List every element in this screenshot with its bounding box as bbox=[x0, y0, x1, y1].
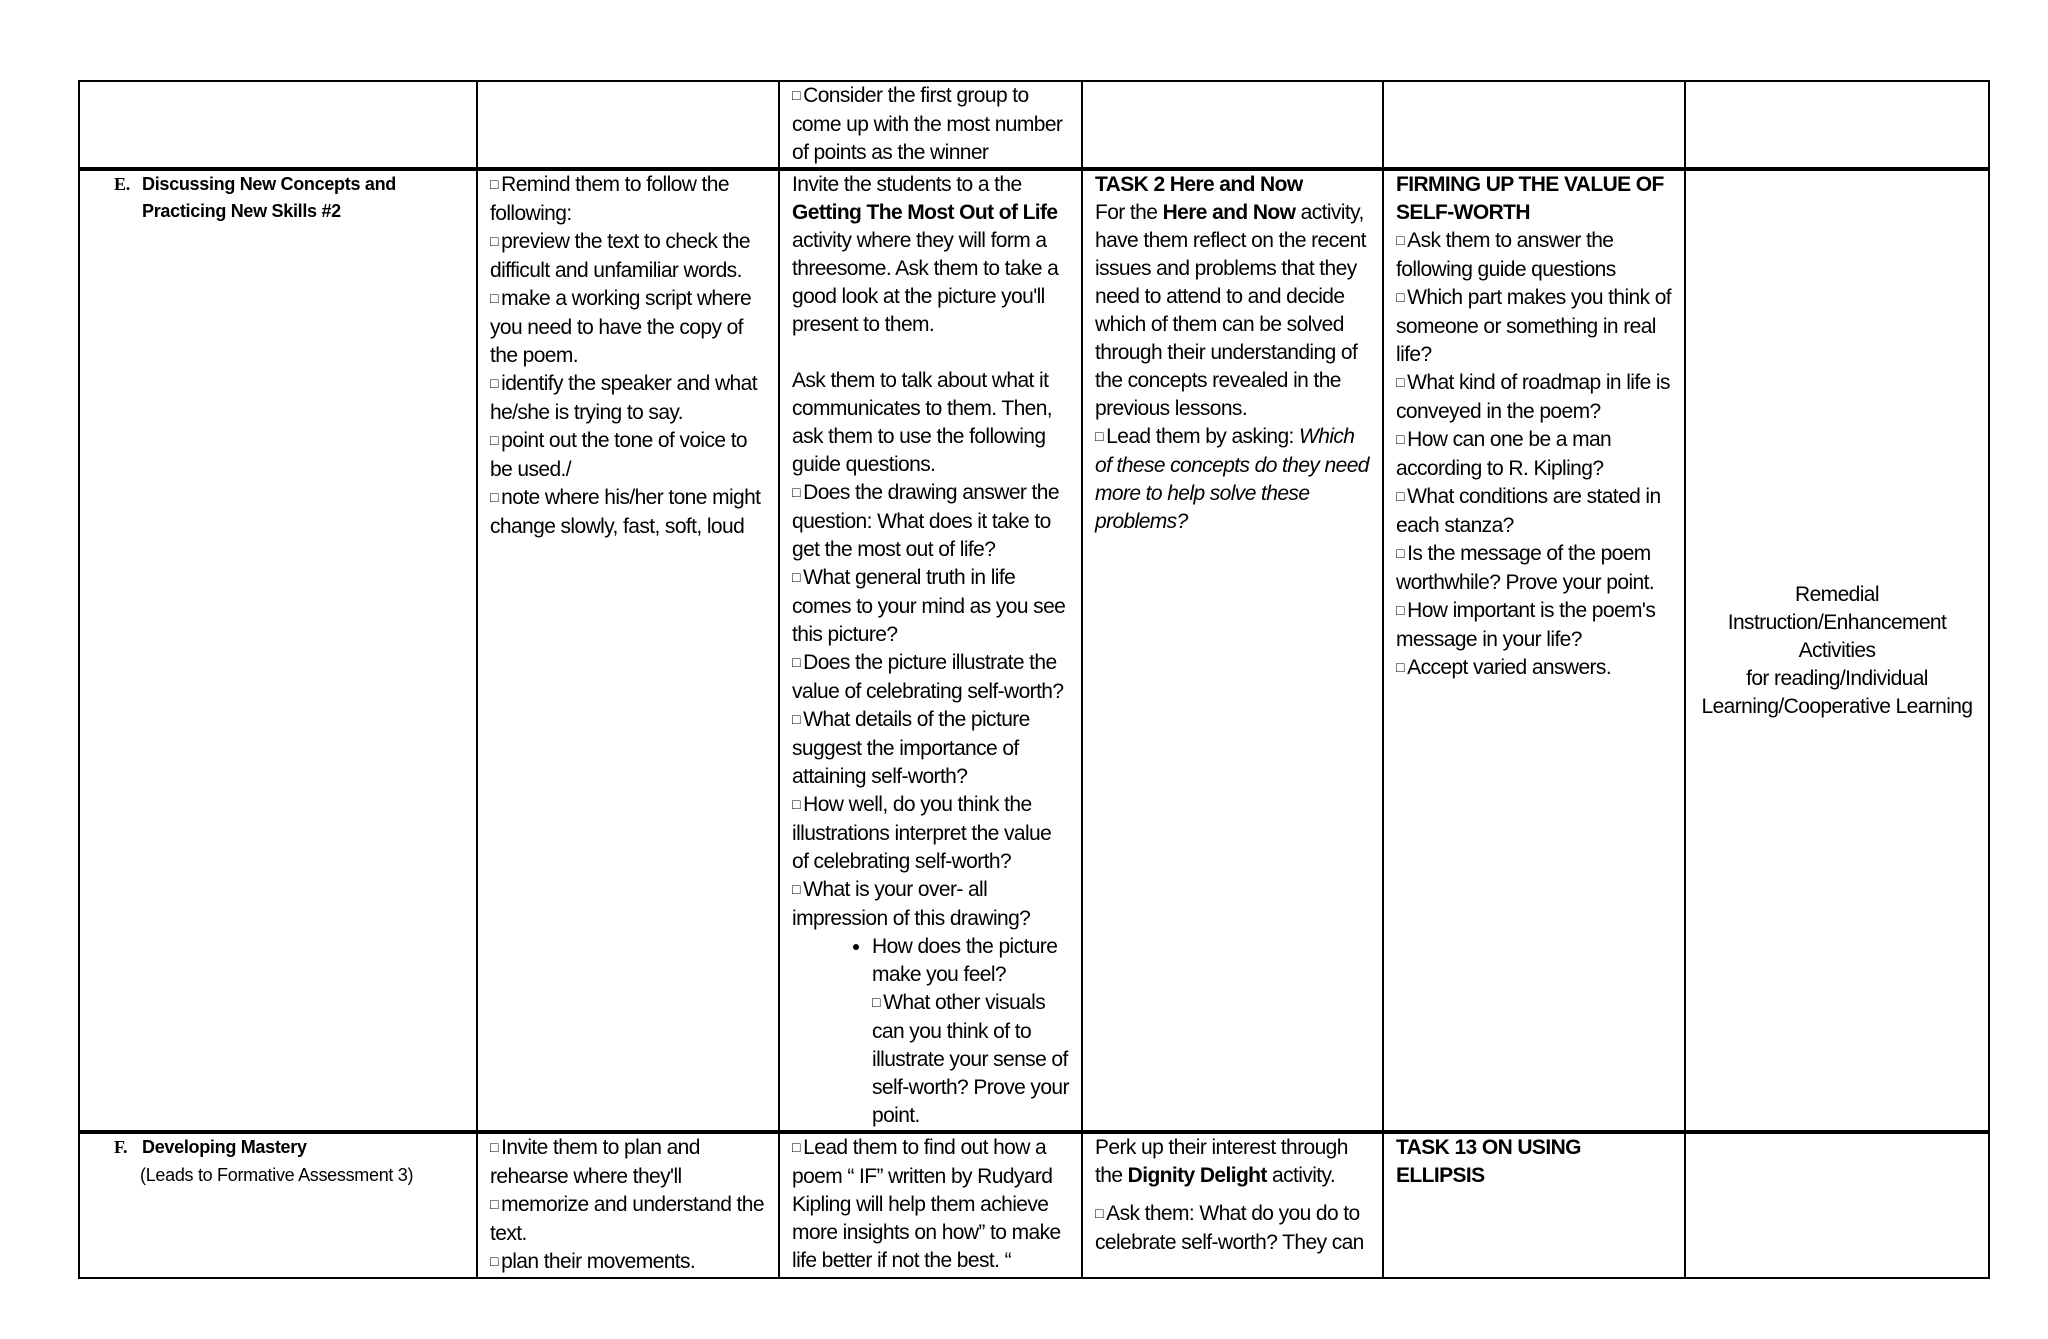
cell-col4 bbox=[1082, 81, 1383, 169]
list-item bbox=[872, 933, 1069, 1130]
cell-col5 bbox=[1383, 81, 1685, 169]
list-item: □ Remind them to follow the following: bbox=[490, 171, 766, 228]
cell-col6 bbox=[1685, 81, 1989, 169]
lead-question: Which of these concepts do they need more to help solve these problems? bbox=[1095, 425, 1369, 533]
list-item: □ Which part makes you think of someone or something in real life? bbox=[1396, 284, 1672, 369]
cell-col2 bbox=[477, 81, 779, 169]
list-item: □ Does the picture illustrate the value of celebrating self-worth? bbox=[792, 649, 1069, 706]
list-item: □ Is the message of the poem worthwhile? Prove your point. bbox=[1396, 540, 1672, 597]
table-row bbox=[79, 81, 1989, 169]
cell-label bbox=[79, 81, 477, 169]
activity-name: Here and Now bbox=[1162, 201, 1296, 224]
cell-col6 bbox=[1685, 1132, 1989, 1278]
list-item: □ How important is the poem's message in your life? bbox=[1396, 597, 1672, 654]
para-text-tail: activity, have them reflect on the recent issues and problems that they need to attend to and decide which of them can be solved through their understanding of the concepts revealed in the previous lessons. bbox=[1095, 201, 1366, 420]
list-item: □ Ask them: What do you do to celebrate self-worth? They can bbox=[1095, 1200, 1370, 1257]
cell-col2 bbox=[477, 1132, 779, 1278]
remedial-line: Remedial bbox=[1795, 582, 1879, 606]
para-text: For the bbox=[1095, 201, 1163, 224]
dot-list bbox=[792, 933, 1069, 1130]
list-item: □ point out the tone of voice to be used./ bbox=[490, 427, 766, 484]
cell-col3 bbox=[779, 1132, 1082, 1278]
row-label bbox=[92, 171, 464, 225]
cell-col6 bbox=[1685, 169, 1989, 1132]
list-item: □ How well, do you think the illustrations interpret the value of celebrating self-worth? bbox=[792, 791, 1069, 876]
list-item: □ Invite them to plan and rehearse where they'll bbox=[490, 1134, 766, 1191]
cell-col5 bbox=[1383, 169, 1685, 1132]
paragraph: Ask them to talk about what it communicates to them. Then, ask them to use the following guide questions. bbox=[792, 369, 1053, 476]
cell-col5 bbox=[1383, 1132, 1685, 1278]
lead-text: Lead them by asking: bbox=[1106, 425, 1300, 448]
row-label bbox=[92, 1134, 464, 1161]
list-item: □ How can one be a man according to R. Kipling? bbox=[1396, 426, 1672, 483]
row-title-line1: Discussing New Concepts and bbox=[142, 174, 396, 194]
row-title: Developing Mastery bbox=[142, 1137, 307, 1157]
activity-name: Dignity Delight bbox=[1127, 1164, 1267, 1187]
lesson-plan-table bbox=[78, 80, 1990, 1279]
intro-paragraph bbox=[792, 171, 1069, 339]
list-item: □ plan their movements. bbox=[490, 1248, 766, 1277]
intro-text: Invite the students to a the bbox=[792, 173, 1022, 196]
paragraph bbox=[1095, 1134, 1370, 1190]
cell-col3 bbox=[779, 81, 1082, 169]
table-row bbox=[79, 169, 1989, 1132]
intro-text-tail: activity where they will form a threesome. Ask them to take a good look at the picture you'll present to them. bbox=[792, 229, 1059, 336]
cell-col2 bbox=[477, 169, 779, 1132]
remedial-line: Instruction/Enhancement Activities bbox=[1727, 610, 1947, 662]
table-row bbox=[79, 1132, 1989, 1278]
list-item: □ Does the drawing answer the question: What does it take to get the most out of life? bbox=[792, 479, 1069, 564]
list-item: □ Ask them to answer the following guide questions bbox=[1396, 227, 1672, 284]
para-text: Perk up their interest through the bbox=[1095, 1136, 1348, 1187]
list-item: □ note where his/her tone might change slowly, fast, soft, loud bbox=[490, 484, 766, 541]
list-item: □ What details of the picture suggest the importance of attaining self-worth? bbox=[792, 706, 1069, 791]
cell-col4 bbox=[1082, 169, 1383, 1132]
para-text-tail: activity. bbox=[1266, 1164, 1336, 1187]
remedial-note bbox=[1698, 581, 1976, 721]
row-letter: E. bbox=[114, 174, 130, 194]
list-item: □ Consider the first group to come up with the most number of points as the winner bbox=[792, 82, 1069, 167]
section-title: FIRMING UP THE VALUE OF SELF-WORTH bbox=[1396, 173, 1664, 224]
list-item: □ preview the text to check the difficult and unfamiliar words. bbox=[490, 228, 766, 285]
dot-item-tail: □ What other visuals can you think of to illustrate your sense of self-worth? Prove your point. bbox=[872, 991, 1069, 1127]
activity-name: Getting The Most Out of Life bbox=[792, 201, 1058, 224]
cell-col3 bbox=[779, 169, 1082, 1132]
task-title: TASK 13 ON USING ELLIPSIS bbox=[1396, 1136, 1581, 1187]
row-letter: F. bbox=[114, 1137, 128, 1157]
list-item: □ memorize and understand the text. bbox=[490, 1191, 766, 1248]
row-label-f bbox=[79, 1132, 477, 1278]
list-item: □ Accept varied answers. bbox=[1396, 654, 1672, 683]
paragraph bbox=[1095, 199, 1370, 423]
cell-col4 bbox=[1082, 1132, 1383, 1278]
list-item bbox=[1095, 423, 1370, 536]
row-label-e bbox=[79, 169, 477, 1132]
list-item: □ What kind of roadmap in life is conveyed in the poem? bbox=[1396, 369, 1672, 426]
remedial-line: for reading/Individual bbox=[1746, 666, 1928, 690]
list-item: □ Lead them to find out how a poem “ IF” written by Rudyard Kipling will help them achieve more insights on how” to make life better if not the best. “ bbox=[792, 1134, 1069, 1275]
remedial-line: Learning/Cooperative Learning bbox=[1701, 694, 1973, 718]
row-subtitle: (Leads to Formative Assessment 3) bbox=[140, 1165, 414, 1185]
list-item: □ What general truth in life comes to your mind as you see this picture? bbox=[792, 564, 1069, 649]
list-item: □ What conditions are stated in each stanza? bbox=[1396, 483, 1672, 540]
dot-item-text: How does the picture make you feel? bbox=[872, 935, 1058, 986]
list-item: □ make a working script where you need to have the copy of the poem. bbox=[490, 285, 766, 370]
list-item: □ identify the speaker and what he/she is trying to say. bbox=[490, 370, 766, 427]
task-title: TASK 2 Here and Now bbox=[1095, 173, 1303, 196]
row-title-line2: Practicing New Skills #2 bbox=[142, 201, 341, 221]
list-item: □ What is your over- all impression of this drawing? bbox=[792, 876, 1069, 933]
